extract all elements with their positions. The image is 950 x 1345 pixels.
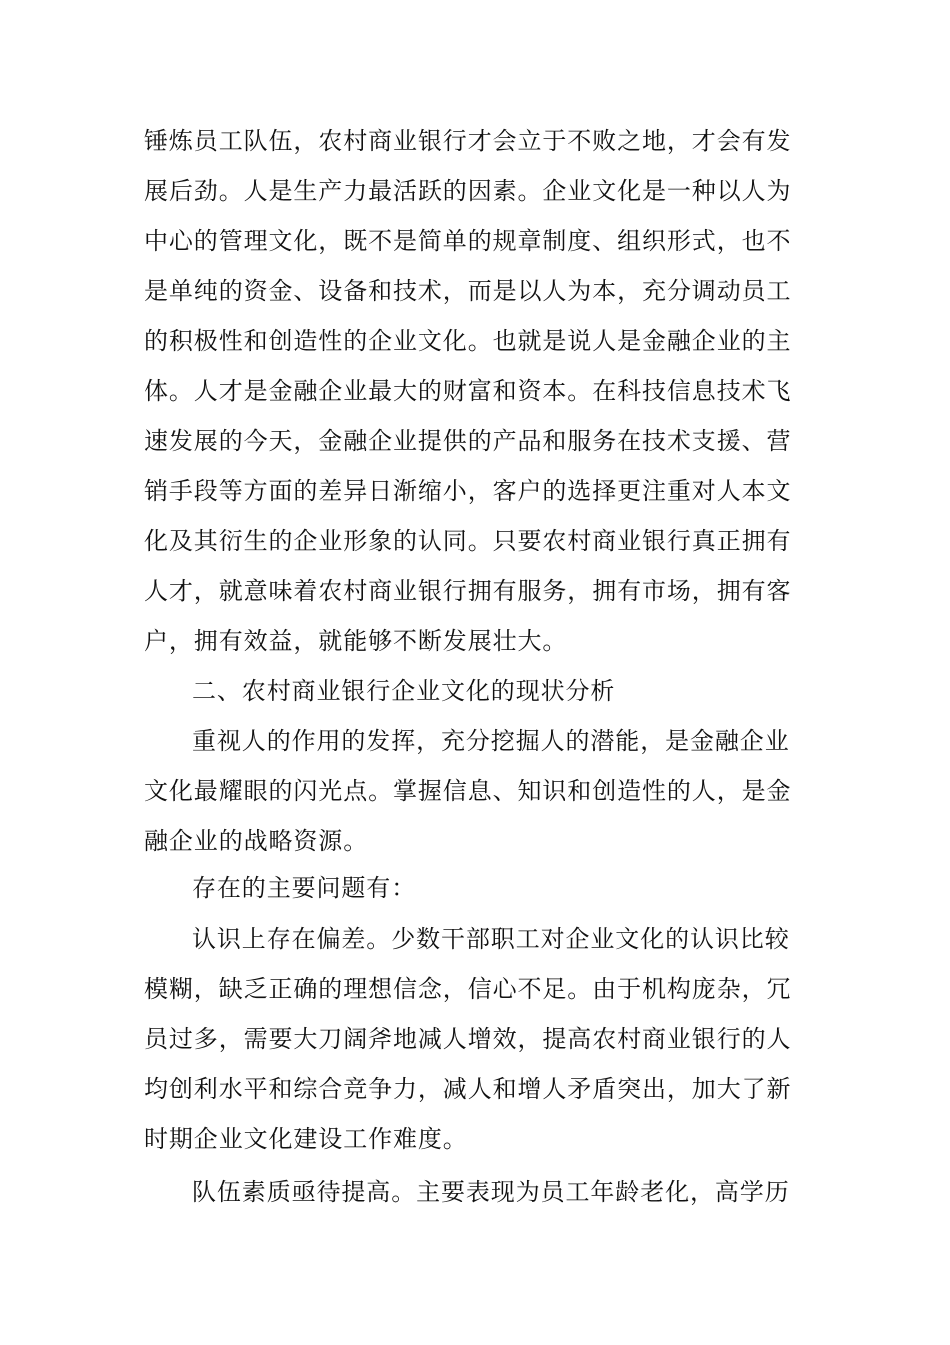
paragraph-line: 是单纯的资金、设备和技术，而是以人为本，充分调动员工	[144, 277, 792, 305]
paragraph-line: 锤炼员工队伍，农村商业银行才会立于不败之地，才会有发	[144, 127, 792, 155]
paragraph-line: 模糊，缺乏正确的理想信念，信心不足。由于机构庞杂，冗	[144, 975, 792, 1003]
paragraph-line: 员过多，需要大刀阔斧地减人增效，提高农村商业银行的人	[144, 1025, 792, 1053]
paragraph-line: 时期企业文化建设工作难度。	[144, 1125, 468, 1153]
paragraph-line: 认识上存在偏差。少数干部职工对企业文化的认识比较	[192, 925, 790, 953]
paragraph-line: 均创利水平和综合竞争力，减人和增人矛盾突出，加大了新	[144, 1075, 792, 1103]
paragraph-line: 体。人才是金融企业最大的财富和资本。在科技信息技术飞	[144, 377, 792, 405]
section-heading: 二、农村商业银行企业文化的现状分析	[192, 677, 616, 705]
paragraph-line: 队伍素质亟待提高。主要表现为员工年龄老化，高学历	[192, 1178, 790, 1206]
paragraph-line: 中心的管理文化，既不是简单的规章制度、组织形式，也不	[144, 227, 792, 255]
paragraph-line: 的积极性和创造性的企业文化。也就是说人是金融企业的主	[144, 327, 792, 355]
paragraph-line: 速发展的今天，金融企业提供的产品和服务在技术支援、营	[144, 427, 792, 455]
document-body	[144, 0, 792, 1345]
paragraph-line: 户，拥有效益，就能够不断发展壮大。	[144, 627, 568, 655]
paragraph-line: 融企业的战略资源。	[144, 827, 369, 855]
paragraph-line: 展后劲。人是生产力最活跃的因素。企业文化是一种以人为	[144, 177, 792, 205]
paragraph-line: 人才，就意味着农村商业银行拥有服务，拥有市场，拥有客	[144, 577, 792, 605]
paragraph-line: 存在的主要问题有：	[192, 874, 417, 902]
paragraph-line: 重视人的作用的发挥，充分挖掘人的潜能，是金融企业	[192, 727, 790, 755]
paragraph-line: 文化最耀眼的闪光点。掌握信息、知识和创造性的人，是金	[144, 777, 792, 805]
paragraph-line: 销手段等方面的差异日渐缩小，客户的选择更注重对人本文	[144, 477, 792, 505]
paragraph-line: 化及其衍生的企业形象的认同。只要农村商业银行真正拥有	[144, 527, 792, 555]
